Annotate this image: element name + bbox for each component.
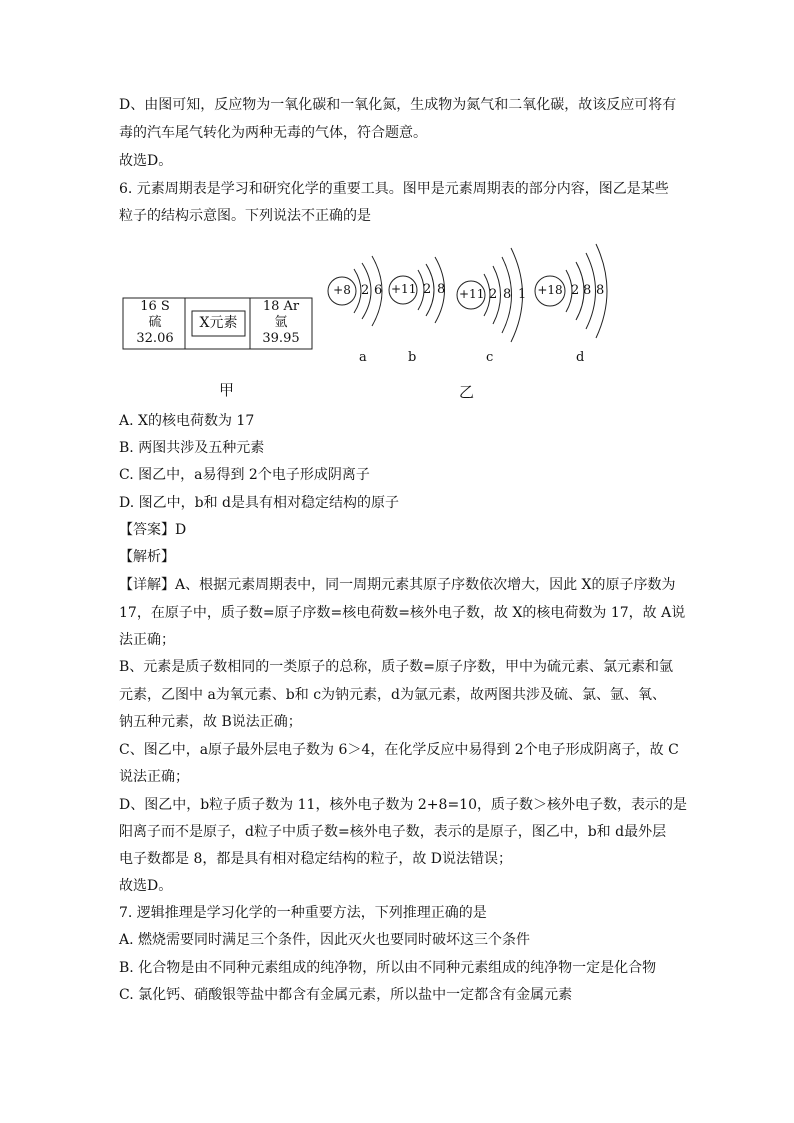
question-6-stem: 粒子的结构示意图。下列说法不正确的是 <box>119 208 371 224</box>
element-cell-s <box>125 299 185 347</box>
analysis-line: D、图乙中，b粒子质子数为 11，核外电子数为 2+8=10，质子数＞核外电子数，表示的是 <box>119 797 687 813</box>
nucleus-charge: +11 <box>459 287 485 301</box>
question-6-stem: 6. 元素周期表是学习和研究化学的重要工具。图甲是元素周期表的部分内容，图乙是某些 <box>119 181 669 197</box>
atomic-number-symbol: 16 S <box>140 299 170 314</box>
nucleus-charge: +8 <box>333 283 351 297</box>
option-b: B. 两图共涉及五种元素 <box>119 440 265 456</box>
figure <box>0 0 794 420</box>
diagram-label-a: a <box>359 350 367 365</box>
analysis-line: 【详解】A、根据元素周期表中，同一周期元素其原子序数依次增大，因此 X的原子序数为 <box>119 577 676 593</box>
shell-electrons: 6 <box>374 283 383 298</box>
text-line: D、由图可知，反应物为一氧化碳和一氧化氮，生成物为氮气和二氧化碳，故该反应可将有 <box>119 97 677 113</box>
question-7-option-b: B. 化合物是由不同种元素组成的纯净物，所以由不同种元素组成的纯净物一定是化合物 <box>119 960 657 976</box>
analysis-line: 法正确； <box>119 632 175 648</box>
shell-electrons: 8 <box>437 282 446 297</box>
analysis-line: 阳离子而不是原子，d粒子中质子数=核外电子数，表示的是原子，图乙中，b和 d最外层 <box>119 824 667 840</box>
atomic-number-symbol: 18 Ar <box>262 299 300 314</box>
unknown-element-x: X元素 <box>199 315 238 331</box>
nucleus-charge: +18 <box>537 283 563 297</box>
diagram-label-b: b <box>408 350 417 365</box>
shell-electrons: 2 <box>571 283 580 298</box>
analysis-heading: 【解析】 <box>119 549 175 565</box>
question-7-option-c: C. 氯化钙、硝酸银等盐中都含有金属元素，所以盐中一定都含有金属元素 <box>119 987 573 1003</box>
analysis-line: 说法正确； <box>119 769 189 785</box>
atomic-mass: 39.95 <box>262 331 300 346</box>
analysis-line: C、图乙中，a原子最外层电子数为 6＞4，在化学反应中易得到 2个电子形成阴离子，故 C <box>119 742 679 758</box>
shell-electrons: 8 <box>596 283 605 298</box>
option-d: D. 图乙中，b和 d是具有相对稳定结构的原子 <box>119 495 399 511</box>
element-cell-ar <box>250 299 312 347</box>
analysis-line: 故选D。 <box>119 878 173 894</box>
element-name: 硫 <box>148 315 162 330</box>
shell-electrons: 8 <box>583 283 592 298</box>
analysis-line: B、元素是质子数相同的一类原子的总称，质子数=原子序数，甲中为硫元素、氯元素和氩 <box>119 659 674 675</box>
question-7-stem: 7. 逻辑推理是学习化学的一种重要方法，下列推理正确的是 <box>119 905 487 921</box>
analysis-line: 17，在原子中，质子数=原子序数=核电荷数=核外电子数，故 X的核电荷数为 17，故 A说 <box>119 605 686 621</box>
shell-electrons: 2 <box>361 283 370 298</box>
figure-lines <box>0 0 794 420</box>
shell-electrons: 2 <box>489 287 498 302</box>
figure-caption-jia: 甲 <box>219 381 235 399</box>
atomic-mass: 32.06 <box>136 331 174 346</box>
diagram-label-d: d <box>576 350 585 365</box>
diagram-label-c: c <box>486 350 494 365</box>
option-c: C. 图乙中，a易得到 2个电子形成阴离子 <box>119 467 370 483</box>
element-name: 氩 <box>274 315 288 330</box>
shell-electrons: 8 <box>503 287 512 302</box>
question-7-option-a: A. 燃烧需要同时满足三个条件，因此灭火也要同时破坏这三个条件 <box>119 932 531 948</box>
analysis-line: 钠五种元素，故 B说法正确； <box>119 714 302 730</box>
text-line: 故选D。 <box>119 153 173 169</box>
nucleus-charge: +11 <box>391 282 417 296</box>
answer: 【答案】D <box>119 522 187 538</box>
analysis-line: 电子数都是 8，都是具有相对稳定结构的粒子，故 D说法错误； <box>119 851 513 867</box>
shell-electrons: 1 <box>518 287 527 302</box>
option-a: A. X的核电荷数为 17 <box>119 413 255 429</box>
text-line: 毒的汽车尾气转化为两种无毒的气体，符合题意。 <box>119 125 427 141</box>
shell-electrons: 2 <box>423 282 432 297</box>
analysis-line: 元素，乙图中 a为氧元素、b和 c为钠元素，d为氩元素，故两图共涉及硫、氯、氩、氧、 <box>119 687 667 703</box>
figure-caption-yi: 乙 <box>459 383 475 401</box>
